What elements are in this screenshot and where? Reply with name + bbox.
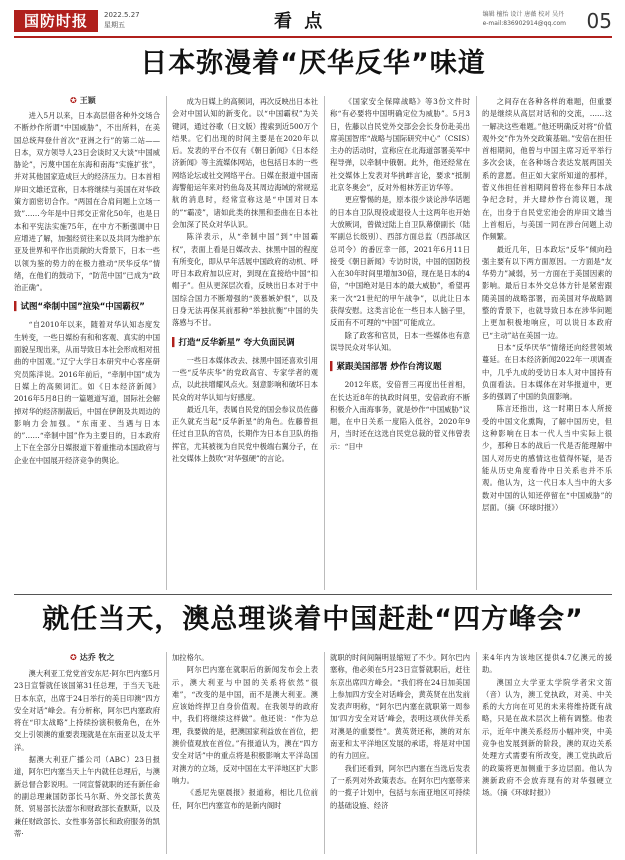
paragraph: 一些日本媒体改去、抹黑中国还喜欢引用一些“反华庆华”的党政高官、专家学者的观点，以此扶增耀风点火。刻意影响和破坏日本民众的对华认知与好感度。 [172, 355, 318, 402]
article2-column-2 [172, 652, 318, 854]
subheading-text: 紧跟美国部署 炒作台湾议题 [336, 362, 442, 373]
paragraph: 最近几年，表属自民党的国会参议员佐藤正久就充当起“反华新星”的角色。佐藤曾担任过自卫队的官员，长期作为日本自卫队的指挥官，尤其被视为自民党中极端右翼分子，在社交媒体上鼓吹“对华强硬”的言论。 [172, 404, 318, 464]
article-divider [14, 594, 612, 595]
article1-headline: 日本弥漫着“厌华反华”味道 [140, 48, 486, 79]
article2-byline [70, 652, 115, 664]
paragraph: 日本“反华厌华”情绪还向经营领域蔓延。在日本经济新闻2022年一项调查中，几乎九成的受访日本人对中国持有负面看法。日本媒体在对华报道中，更多的强调了中国的负面影响。 [482, 342, 612, 402]
article1-subheading-3: ▍紧跟美国部署 炒作台湾议题 [330, 362, 442, 373]
column-divider [476, 652, 477, 854]
article1-subheading-1: ▍试图“牵制中国”渲染“中国霸权” [14, 302, 145, 313]
subheading-text: 试图“牵制中国”渲染“中国霸权” [20, 302, 145, 313]
article1-byline [70, 95, 96, 107]
column-divider [166, 652, 167, 854]
editor-credits [483, 10, 566, 28]
paragraph: 最近几年，日本政坛“反华”倾向趋强主要有以下两方面原因。一方面是“友华势力”减弱，另一方面在于美国因素的影响。最后日本外交总体方针是紧密跟随美国的战略部署，而美国对华战略调整的背景下，也就导致日本在涉华问题上更加积极地响应，可以说日本政府已“主动”站在美国一边。 [482, 244, 612, 340]
article1-column-2 [172, 96, 318, 590]
column-divider [166, 96, 167, 590]
paragraph: 《国家安全保障战略》等3份文件时称“有必要将中国明确定位为威胁”。5月3日，佐藤以自民党外交部会会长身份赴美出席美国智库“战略与国际研究中心”（CSIS）主办的活动时，宣称应在北海道部署美军中程导弹，以牵制中俄朝。此外，他还经常在社交媒体上发表对华挑衅言论，要求“抵制北京冬奥会”，反对外相林芳正访华等。 [330, 97, 470, 193]
article1-column-3 [330, 96, 470, 590]
editor-names: 编辑 檀怡 设计 唐薇 校对 吴丹 [482, 11, 565, 18]
issue-weekday: 星期五 [104, 21, 125, 29]
article2-author: 达乔 牧之 [79, 653, 115, 662]
paragraph: 《悉尼先驱晨报》报道称，相比几位前任，阿尔巴内塞宣布的是新内阁时 [172, 788, 318, 810]
paragraph: 来4年内为该地区提供4.7亿澳元的援助。 [482, 653, 612, 675]
article1-column-1 [14, 110, 160, 590]
page-number: 05 [586, 9, 612, 33]
star-icon: ✪ [70, 96, 77, 105]
column-divider [324, 96, 325, 590]
header-rule [14, 36, 612, 38]
newspaper-logo: 国防时报 [14, 10, 98, 32]
column-divider [476, 96, 477, 590]
paragraph: 澳国立大学亚太学院学者宋文笛（音）认为，澳工党执政，对美、中关系的大方向在可见的未来将维持既有战略，只是在战术层次上稍有调整。他表示，近年中澳关系经历小幅冲突，中美竞争也发展到新的阶段，澳的双边关系处理方式需要有所改变，澳工党执政后的政策将更加侧重于多边层面。他认为澳新政府不会放弃现有的对华强硬立场。（摘《环球时报》） [482, 677, 612, 798]
paragraph: 阿尔巴内塞在就职后的新闻发布会上表示，澳大利亚与中国的关系将依然“很难”，“改变的是中国，而不是澳大利亚。澳应该始终捍卫自身价值观。在我领导的政府中，我们将继续这样做”。他还说：“作为总理，我要做的是，把澳国家利益放在首位，把澳价值观放在首位。”有报道认为，澳在“四方安全对话”中的重点将是积极影响太平洋岛国对澳方的立场，反对中国在太平洋地区扩大影响力。 [172, 665, 318, 785]
column-divider [324, 652, 325, 854]
subheading-text: 打造“反华新星” 夸大负面民调 [178, 337, 295, 348]
article2-column-1 [14, 668, 160, 854]
article1-subheading-2: ▍打造“反华新星” 夸大负面民调 [172, 337, 295, 348]
paragraph: 就职的时间间隔明显缩短了不少。阿尔巴内塞称，他必须在5月23日宣誓就职后，赶往东京出席四方峰会。“我们将在24日加美国上参加四方安全对话峰会，黄英贤在出发前发表声明称，“阿尔巴内塞在就职第一周参加‘四方安全对话’峰会，表明这项伙伴关系对澳是的重要性”。黄英贤还称，澳的对东南亚和太平洋地区发展的承诺，将是对中国的有力回应。 [330, 653, 470, 761]
article2-column-3 [330, 652, 470, 854]
star-icon: ✪ [70, 653, 77, 662]
paragraph: 进入5月以来，日本高层借各种外交场合不断炒作所谓“中国威胁”，不出所料，在美国总统拜登什首次“亚洲之行”的第二站——日本，双方领导人23日会谈时又大谈“中国威胁论”，污蔑中国在东海和南海“实施扩张”，并对其他国家造成巨大的经济压力。日本首相岸田文雄还宣称，日本将继续与美国在对华政策方面密切合作。“两国在合肩问题上立场一致”……今年是中日邦交正常化50年，也是日本和平宪法实施75年，在中方不断强调中日应增进了解，加强经贸往来以及共同为维护东亚及世界和平作出贡献的大背景下，日本一些以领为鉴的势力的在极力推动“厌华反华”情绪，在他们的鼓动下，“防范中国”已成为“政治正确”。 [14, 111, 160, 293]
section-title: 看 点 [274, 11, 326, 32]
article2-headline: 就任当天，澳总理谈着中国赶赴“四方峰会” [42, 604, 584, 635]
editor-email: e-mail:836902914@qq.com [482, 20, 566, 27]
masthead [14, 8, 612, 38]
paragraph: 2012年底，安倍晋三再度出任首相，在长达近8年的执政时间里，安倍政府不断积极介入南海事务，就是炒作“中国威胁”议题，在中日关系一度陷入低谷，2020年9月，当时还在这选自民党总裁的菅义伟曾表示：“目中 [330, 380, 470, 451]
issue-info [104, 10, 140, 30]
paragraph: 除了政客和官员，日本一些媒体也有意误导民众对华认知。 [330, 330, 470, 352]
paragraph: 更应警惕的是，原本很少谈论涉华话题的日本自卫队现役或退役人士这两年也开始大放厥词，曾做过陆上自卫队幕僚副长（陆军副总长级别）、西部方面总监（西部战区总司令）的番匠幸一郎，2021年6月11日接受《朝日新闻》专访时说，中国的国防投入在30年时间里增加30倍，现在是日本的4倍，“中国绝对是日本的最大威胁”，希望再来一次“21世纪的甲午战争”，以此让日本获得安慰。这类言论在一些日本人脑子里，反而有不可理的“中国”可能成立。 [330, 195, 470, 328]
paragraph: 澳大利亚工党党首安东尼·阿尔巴内塞5月23日宣誓就任该国第31任总理，于当天飞赴日本东京，出席于24日举行的美日印澳“四方安全对话”峰会。有分析称，阿尔巴内塞政府将在“印太战略”上持续扮演积极角色，在外交上引领澳的重要表现就是在东南亚以及太平洋。 [14, 669, 160, 752]
paragraph: 陈言还指出，这一时期日本人所接受的中国文化熏陶，了解中国历史，但这种影响在日本一代人当中实际上很少，那种日本的战后一代是否能理解中国人对历史的感情这也值得怀疑，是否能从历史角度看待中日关系也并不乐观。他认为，这一代日本人当中的大多数对中国的认知还停留在“中国威胁”的层面。（摘《环球时报》） [482, 404, 612, 512]
paragraph: 我们还看到，阿尔巴内塞在当选后发表了一系列对外政策表态。在阿尔巴内塞带来的一揽子计划中，包括与东南亚地区可持续的基础设施、经济 [330, 763, 470, 810]
paragraph: “自2010年以来，随着对华认知态度发生转变，一些日媒纷有和和客观、真实的中国面貌呈现出来，从而导致日本社会形成相对扭曲的中国观。”辽宁大学日本研究中心客座研究员陈洋说。2016年前后，“牵制中国”成为日媒上的高频词汇。如《日本经济新闻》2016年5月8日的一篇题道写道，国际社会解掉对华的经济制裁后，中国在伊朗及共周边的影响力会加强。“东南亚、当遇与日本的”……“牵制中国”作为主要目的，日本政府上下在全部分日媒报道下着重推动本国政府与企业在中国展开经济竞争的舆论。 [14, 320, 160, 465]
paragraph: 陈洋表示，从“牵制中国”到“中国霸权”，表面上看是日媒改去、抹黑中国的程度有所变化，即从早年活展中国政府的动机、呼吁日本政府加以应对，到现在直接给中国“扣帽子”。但从更深层次看，反映出日本对于中国综合国力不断增强的“羡慕嫉妒恨”，以及日身无法再保其前那种“举独抗衡”中国的失落感与不甘。 [172, 232, 318, 328]
paragraph: 据澳大利亚广播公司（ABC）23日报道，阿尔巴内塞当天上午内就任总理后，与澳新总督合影说明。一同宣誓就职的还有新任命的副总理兼国防部长马尔斯、外交部长黄英贤、贸易部长法雷尔和财政部长查默斯，以及兼任财政部长、女性事务部长和政府服务的凯蒂· [14, 755, 160, 838]
paragraph: 成为日媒上的高频词，再次反映出日本社会对中国认知的新变化。以“中国霸权”为关键词，通过谷歌（日文版）搜索到近500万个结果。它们出现的时间主要是在2020年以后。发表的平台不仅有《朝日新闻》《日本经济新闻》等主流媒体网站，也包括日本的一些网络论坛或社交网络平台。日媒在报道中国南海警船运年来对钓鱼岛及其周边海域的常规巡航的消息时，经常宣称这是“中国对日本的”“霸凌”，诸如此类的抹黑和歪曲在日本社会加深了民众对华认识。 [172, 97, 318, 229]
article2-column-4 [482, 652, 612, 854]
issue-date: 2022.5.27 [104, 11, 140, 19]
paragraph: 加拉格尔。 [172, 653, 209, 662]
article1-column-4 [482, 96, 612, 590]
paragraph: 之间存在各种各样的难题，但重要的是继续从高层对话和的交流，……这一解决这些难题。”他还明确反对将“价值观外交”作为外交政策基础。”安倍在担任首相期间，他曾与中国主席习近平举行多次会谈，在各种场合表达发展两国关系的意愿。但正如大家所知道的那样，菅义伟担任首相期间曾将在参拜日本战争纪念时，并大肆炒作台湾议题，现在，出身于自民党宏池会的岸田文雄当上首相后，与美国一同在涉台问题上动作频繁。 [482, 97, 612, 242]
article1-author: 王颖 [79, 96, 96, 105]
